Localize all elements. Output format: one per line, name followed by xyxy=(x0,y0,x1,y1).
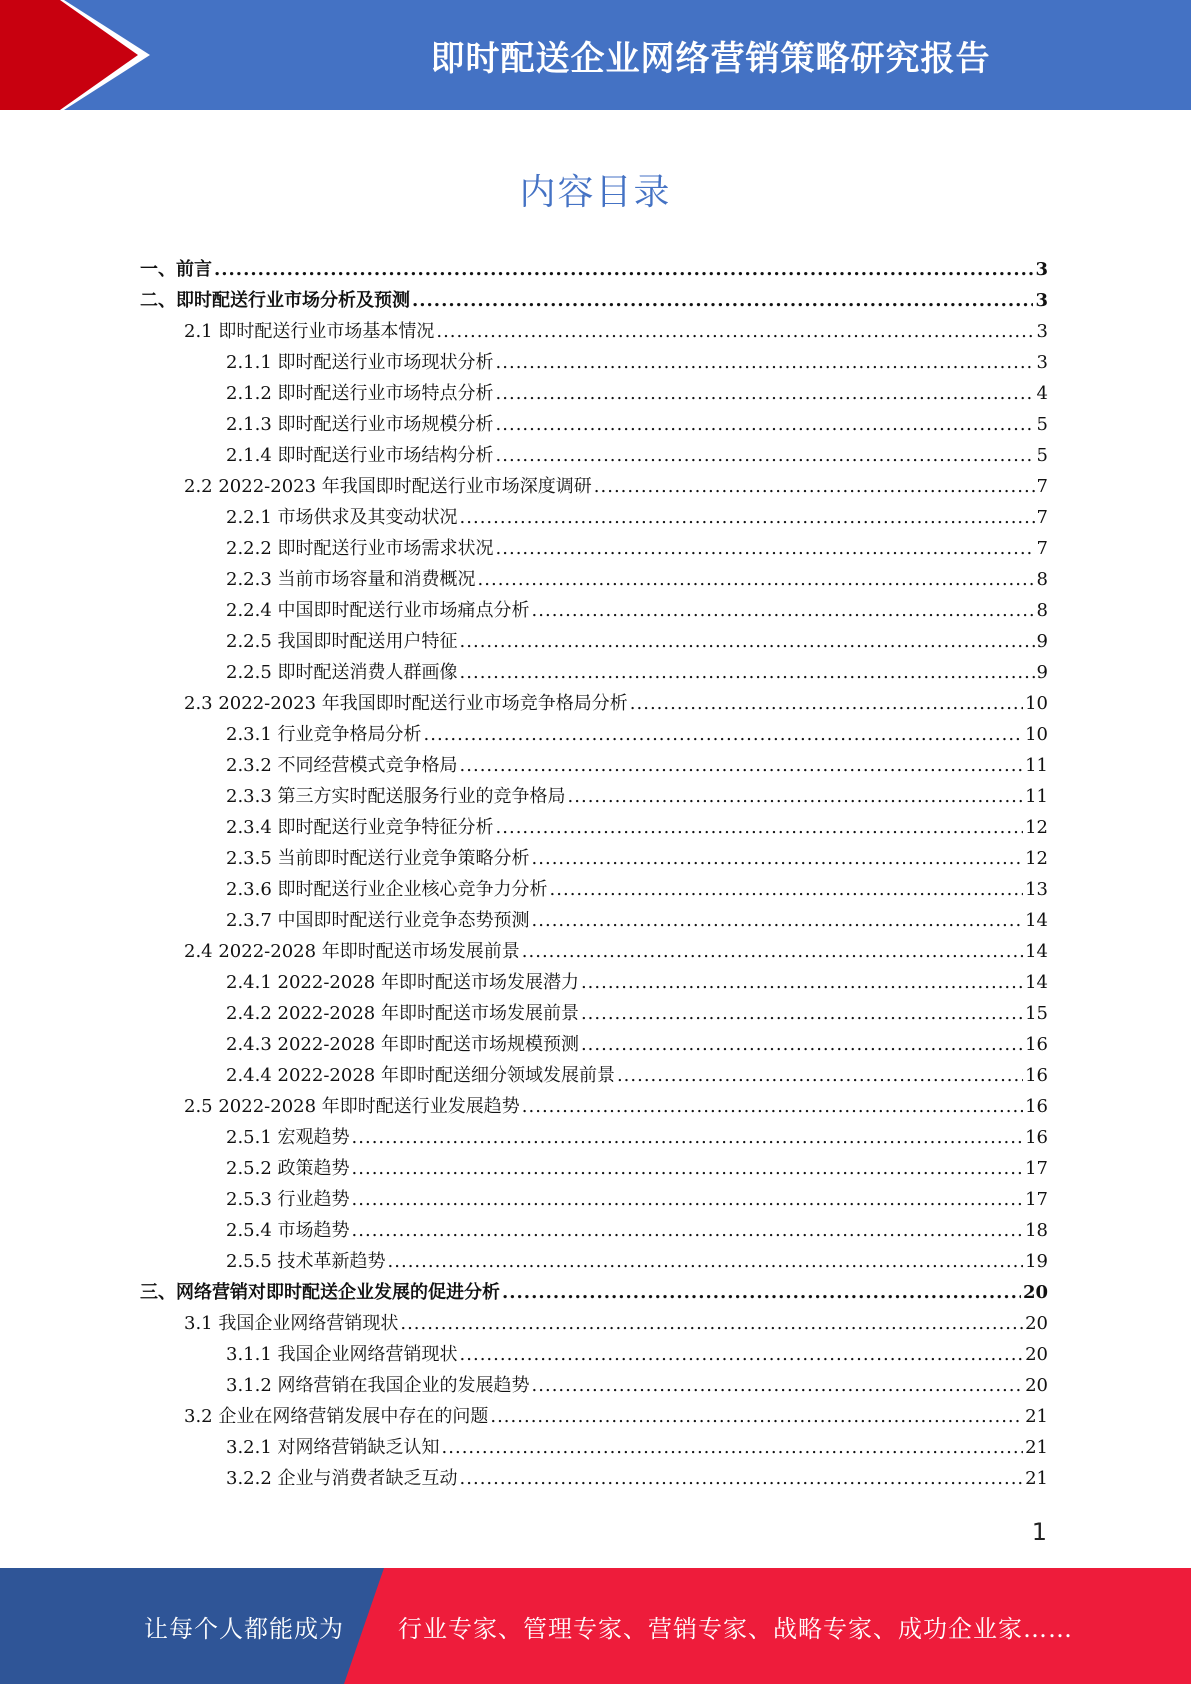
toc-entry-page: 18 xyxy=(1025,1220,1048,1241)
toc-entry[interactable] xyxy=(140,1184,1048,1215)
toc-dot-leader xyxy=(352,1184,1024,1215)
toc-entry-text: 2.5.3 行业趋势 xyxy=(226,1189,350,1210)
toc-entry-page: 7 xyxy=(1036,476,1048,497)
toc-entry-page: 13 xyxy=(1025,879,1048,900)
toc-entry[interactable] xyxy=(140,1060,1048,1091)
toc-dot-leader xyxy=(352,1215,1024,1246)
toc-entry[interactable] xyxy=(140,595,1048,626)
toc-dot-leader xyxy=(522,936,1023,967)
toc-entry-text: 2.2.2 即时配送行业市场需求状况 xyxy=(226,538,494,559)
toc-entry-text: 2.1.4 即时配送行业市场结构分析 xyxy=(226,445,494,466)
toc-dot-leader xyxy=(460,502,1035,533)
toc-entry-page: 16 xyxy=(1025,1096,1048,1117)
toc-entry-text: 2.2 2022-2023 年我国即时配送行业市场深度调研 xyxy=(184,476,592,497)
toc-entry-page: 15 xyxy=(1025,1003,1048,1024)
toc-dot-leader xyxy=(496,533,1035,564)
toc-entry[interactable] xyxy=(140,1246,1048,1277)
toc-entry[interactable] xyxy=(140,750,1048,781)
toc-entry[interactable] xyxy=(140,1401,1048,1432)
toc-entry[interactable] xyxy=(140,502,1048,533)
toc-entry[interactable] xyxy=(140,998,1048,1029)
toc-dot-leader xyxy=(496,409,1035,440)
toc-entry-text: 3.1.2 网络营销在我国企业的发展趋势 xyxy=(226,1375,530,1396)
toc-entry-page: 8 xyxy=(1036,569,1048,590)
toc-entry-text: 2.4 2022-2028 年即时配送市场发展前景 xyxy=(184,941,520,962)
toc-dot-leader xyxy=(490,1401,1023,1432)
toc-entry[interactable] xyxy=(140,626,1048,657)
footer-slogan-right: 行业专家、管理专家、营销专家、战略专家、成功企业家…… xyxy=(398,1614,1073,1643)
toc-entry-text: 2.4.4 2022-2028 年即时配送细分领域发展前景 xyxy=(226,1065,615,1086)
toc-entry-text: 3.1 我国企业网络营销现状 xyxy=(184,1313,399,1334)
toc-entry[interactable] xyxy=(140,843,1048,874)
toc-entry-page: 5 xyxy=(1036,414,1048,435)
toc-entry-page: 16 xyxy=(1025,1065,1048,1086)
toc-entry-text: 2.4.1 2022-2028 年即时配送市场发展潜力 xyxy=(226,972,579,993)
toc-entry-page: 12 xyxy=(1025,848,1048,869)
toc-entry-text: 2.2.5 我国即时配送用户特征 xyxy=(226,631,458,652)
toc-entry-page: 21 xyxy=(1025,1437,1048,1458)
page-number: 1 xyxy=(1031,1518,1047,1546)
toc-entry-page: 19 xyxy=(1025,1251,1048,1272)
toc-dot-leader xyxy=(581,1029,1023,1060)
toc-entry-text: 2.5.4 市场趋势 xyxy=(226,1220,350,1241)
toc-entry[interactable] xyxy=(140,1308,1048,1339)
toc-entry-page: 17 xyxy=(1025,1189,1048,1210)
toc-entry[interactable] xyxy=(140,905,1048,936)
toc-entry-text: 2.3.6 即时配送行业企业核心竞争力分析 xyxy=(226,879,548,900)
toc-dot-leader xyxy=(442,1432,1024,1463)
report-title: 即时配送企业网络营销策略研究报告 xyxy=(430,38,991,79)
toc-dot-leader xyxy=(496,347,1035,378)
toc-entry-page: 7 xyxy=(1036,507,1048,528)
toc-entry-page: 11 xyxy=(1025,786,1048,807)
report-header xyxy=(0,0,1191,110)
toc-entry-text: 2.2.4 中国即时配送行业市场痛点分析 xyxy=(226,600,530,621)
toc-entry-text: 2.1 即时配送行业市场基本情况 xyxy=(184,321,435,342)
toc-dot-leader xyxy=(594,471,1035,502)
toc-entry-page: 3 xyxy=(1036,352,1048,373)
toc-entry[interactable] xyxy=(140,285,1048,316)
toc-entry[interactable] xyxy=(140,812,1048,843)
toc-entry-text: 2.2.1 市场供求及其变动状况 xyxy=(226,507,458,528)
toc-entry-page: 20 xyxy=(1025,1344,1048,1365)
toc-dot-leader xyxy=(214,254,1033,285)
toc-entry-page: 14 xyxy=(1025,972,1048,993)
toc-entry[interactable] xyxy=(140,347,1048,378)
toc-entry-text: 2.3 2022-2023 年我国即时配送行业市场竞争格局分析 xyxy=(184,693,628,714)
toc-entry-page: 14 xyxy=(1025,941,1048,962)
toc-dot-leader xyxy=(400,1308,1023,1339)
footer-slogan-left: 让每个人都能成为 xyxy=(144,1614,344,1643)
toc-entry-page: 16 xyxy=(1025,1127,1048,1148)
toc-entry-text: 3.1.1 我国企业网络营销现状 xyxy=(226,1344,458,1365)
toc-dot-leader xyxy=(478,564,1035,595)
toc-dot-leader xyxy=(460,1463,1024,1494)
toc-entry-text: 2.3.1 行业竞争格局分析 xyxy=(226,724,422,745)
toc-entry[interactable] xyxy=(140,967,1048,998)
toc-entry[interactable] xyxy=(140,316,1048,347)
toc-entry[interactable] xyxy=(140,874,1048,905)
toc-entry[interactable] xyxy=(140,378,1048,409)
toc-dot-leader xyxy=(424,719,1024,750)
toc-entry-text: 二、即时配送行业市场分析及预测 xyxy=(140,290,410,311)
toc-entry[interactable] xyxy=(140,1432,1048,1463)
toc-entry[interactable] xyxy=(140,1215,1048,1246)
toc-dot-leader xyxy=(532,595,1035,626)
toc-entry-text: 3.2 企业在网络营销发展中存在的问题 xyxy=(184,1406,489,1427)
toc-entry-page: 7 xyxy=(1036,538,1048,559)
toc-entry[interactable] xyxy=(140,1463,1048,1494)
toc-entry-page: 20 xyxy=(1022,1282,1048,1303)
toc-entry[interactable] xyxy=(140,409,1048,440)
toc-dot-leader xyxy=(532,843,1024,874)
toc-entry[interactable] xyxy=(140,781,1048,812)
toc-dot-leader xyxy=(581,998,1023,1029)
toc-entry-text: 2.4.3 2022-2028 年即时配送市场规模预测 xyxy=(226,1034,579,1055)
toc-entry-page: 21 xyxy=(1025,1468,1048,1489)
toc-entry-text: 2.3.3 第三方实时配送服务行业的竞争格局 xyxy=(226,786,566,807)
toc-entry[interactable] xyxy=(140,936,1048,967)
toc-entry-text: 2.3.5 当前即时配送行业竞争策略分析 xyxy=(226,848,530,869)
toc-entry[interactable] xyxy=(140,719,1048,750)
toc-entry-text: 三、网络营销对即时配送企业发展的促进分析 xyxy=(140,1282,500,1303)
toc-entry[interactable] xyxy=(140,688,1048,719)
toc-entry[interactable] xyxy=(140,471,1048,502)
toc-dot-leader xyxy=(568,781,1024,812)
toc-dot-leader xyxy=(522,1091,1023,1122)
toc-entry-text: 2.3.2 不同经营模式竞争格局 xyxy=(226,755,458,776)
toc-dot-leader xyxy=(532,905,1024,936)
toc-entry[interactable] xyxy=(140,1029,1048,1060)
toc-entry-page: 20 xyxy=(1025,1313,1048,1334)
toc-dot-leader xyxy=(496,440,1035,471)
toc-dot-leader xyxy=(502,1277,1021,1308)
toc-dot-leader xyxy=(532,1370,1024,1401)
toc-entry-page: 10 xyxy=(1025,724,1048,745)
toc-entry[interactable] xyxy=(140,1339,1048,1370)
toc-title: 内容目录 xyxy=(519,172,672,213)
toc-entry-text: 2.1.2 即时配送行业市场特点分析 xyxy=(226,383,494,404)
toc-entry-page: 21 xyxy=(1025,1406,1048,1427)
toc-entry[interactable] xyxy=(140,1370,1048,1401)
toc-dot-leader xyxy=(460,1339,1024,1370)
toc-entry-text: 一、前言 xyxy=(140,259,212,280)
toc-entry-page: 17 xyxy=(1025,1158,1048,1179)
toc-entry-page: 11 xyxy=(1025,755,1048,776)
toc-dot-leader xyxy=(496,378,1035,409)
toc-entry-text: 2.3.7 中国即时配送行业竞争态势预测 xyxy=(226,910,530,931)
toc-entry-page: 3 xyxy=(1036,321,1048,342)
toc-entry[interactable] xyxy=(140,1277,1048,1308)
toc-dot-leader xyxy=(352,1153,1024,1184)
toc-entry-text: 2.4.2 2022-2028 年即时配送市场发展前景 xyxy=(226,1003,579,1024)
toc-dot-leader xyxy=(460,626,1035,657)
toc-entry-text: 2.1.3 即时配送行业市场规模分析 xyxy=(226,414,494,435)
toc-dot-leader xyxy=(412,285,1033,316)
toc-entry[interactable] xyxy=(140,533,1048,564)
toc-entry-page: 5 xyxy=(1036,445,1048,466)
toc-entry-text: 3.2.1 对网络营销缺乏认知 xyxy=(226,1437,440,1458)
toc-entry-text: 2.2.5 即时配送消费人群画像 xyxy=(226,662,458,683)
toc-entry-text: 2.5.1 宏观趋势 xyxy=(226,1127,350,1148)
toc-entry-page: 9 xyxy=(1036,631,1048,652)
toc-entry-page: 3 xyxy=(1035,290,1048,311)
toc-entry-text: 2.1.1 即时配送行业市场现状分析 xyxy=(226,352,494,373)
toc-entry[interactable] xyxy=(140,1153,1048,1184)
toc-entry-page: 16 xyxy=(1025,1034,1048,1055)
toc-entry-text: 2.3.4 即时配送行业竞争特征分析 xyxy=(226,817,494,838)
header-chevron-graphic xyxy=(0,0,160,110)
toc-dot-leader xyxy=(436,316,1034,347)
toc-entry-text: 2.5.2 政策趋势 xyxy=(226,1158,350,1179)
toc-entry[interactable] xyxy=(140,564,1048,595)
toc-entry-page: 4 xyxy=(1036,383,1048,404)
toc-dot-leader xyxy=(460,750,1024,781)
toc-entry-text: 2.2.3 当前市场容量和消费概况 xyxy=(226,569,476,590)
toc-entry-page: 12 xyxy=(1025,817,1048,838)
toc-dot-leader xyxy=(630,688,1023,719)
toc-dot-leader xyxy=(581,967,1023,998)
toc-entry-text: 2.5 2022-2028 年即时配送行业发展趋势 xyxy=(184,1096,520,1117)
toc-dot-leader xyxy=(460,657,1035,688)
toc-entry[interactable] xyxy=(140,254,1048,285)
toc-entry[interactable] xyxy=(140,440,1048,471)
toc-dot-leader xyxy=(496,812,1024,843)
toc-dot-leader xyxy=(550,874,1024,905)
toc-entry-page: 10 xyxy=(1025,693,1048,714)
toc-entry-page: 20 xyxy=(1025,1375,1048,1396)
toc-entry-page: 8 xyxy=(1036,600,1048,621)
toc-entry[interactable] xyxy=(140,1122,1048,1153)
toc-entry-page: 9 xyxy=(1036,662,1048,683)
toc-entry[interactable] xyxy=(140,657,1048,688)
toc-entry-page: 3 xyxy=(1035,259,1048,280)
toc-dot-leader xyxy=(352,1122,1024,1153)
toc-dot-leader xyxy=(617,1060,1023,1091)
toc-entry-page: 14 xyxy=(1025,910,1048,931)
toc-dot-leader xyxy=(388,1246,1024,1277)
toc-entry-text: 2.5.5 技术革新趋势 xyxy=(226,1251,386,1272)
report-footer xyxy=(0,1568,1191,1684)
toc-entry-text: 3.2.2 企业与消费者缺乏互动 xyxy=(226,1468,458,1489)
table-of-contents xyxy=(140,254,1048,1494)
toc-entry[interactable] xyxy=(140,1091,1048,1122)
